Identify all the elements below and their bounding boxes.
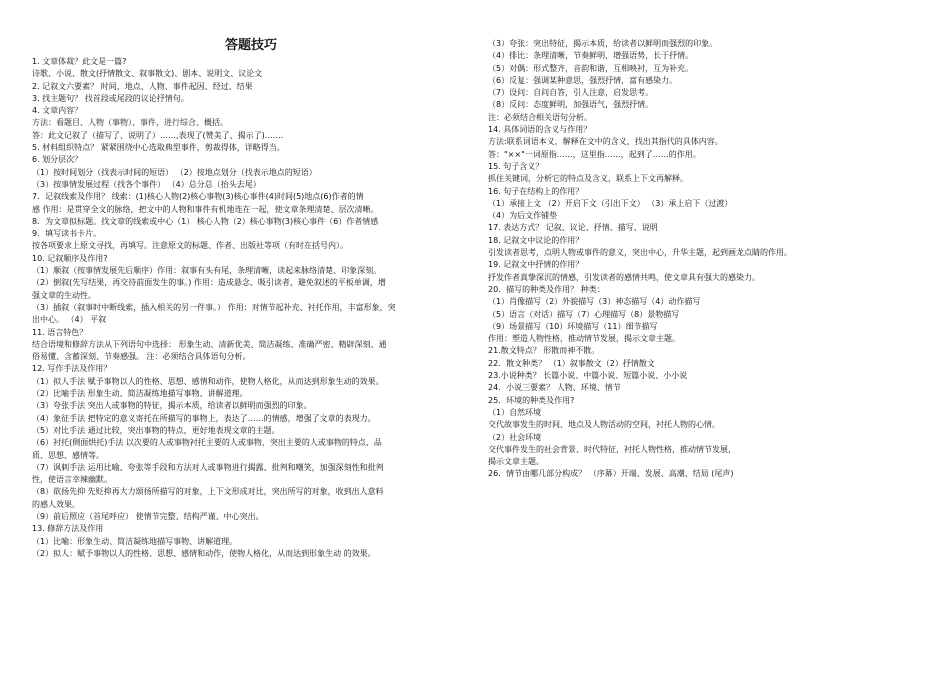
text-line: 24．小说三要素？ 人物、环境、情节 xyxy=(488,383,621,393)
text-line: （1）比喻：形象生动、简洁凝练地描写事物、讲解道理。 xyxy=(32,536,238,546)
text-line: 16. 句子在结构上的作用？ xyxy=(488,186,584,196)
text-line: （1）承接上文 （2）开启下文（引出下文） （3）承上启下（过渡） xyxy=(488,198,733,208)
text-line: （9）前后照应（首尾呼应） 使情节完整、结构严谨、中心突出。 xyxy=(32,511,264,521)
text-line: （1）肖像描写（2）外貌描写（3）神态描写（4）动作描写 xyxy=(488,297,701,307)
text-line: 13. 修辞方法及作用 xyxy=(32,524,104,534)
text-line: 22．散文种类？ （1）叙事散文（2）抒情散文 xyxy=(488,358,655,368)
text-line: （3）夸张手法 突出人或事物的特征，揭示本质，给读者以鲜明而强烈的印象。 xyxy=(32,401,312,411)
text-line: （7）讽刺手法 运用比喻、夸张等手段和方法对人或事物进行揭露、批判和嘲笑，加强深刻性和批判 xyxy=(32,462,384,472)
text-line: 2. 记叙文六要素？ 时间、地点、人物、事件起因、经过、结果 xyxy=(32,81,253,91)
text-line: 的感人效果。 xyxy=(32,499,80,509)
left-column xyxy=(32,38,470,560)
text-line: 质、思想、感情等。 xyxy=(32,450,104,460)
text-line: 5. 材料组织特点？ 紧紧围绕中心选取典型事件，剪裁得体，详略得当。 xyxy=(32,143,285,153)
text-line: 出中心。 （4） 平叙 xyxy=(32,315,107,325)
text-line: （7）设问：自问自答，引人注意，启发思考。 xyxy=(488,88,654,98)
text-line: （2）社会环境 xyxy=(488,432,542,442)
text-line: （4）象征手法 把特定的意义寄托在所描写的事物上，表达了……的情感，增强了文章的表现力。 xyxy=(32,413,376,423)
page-title: 答题技巧 xyxy=(224,38,277,53)
text-line: 感 作用：是贯穿全文的脉络，把文中的人物和事件有机地连在一起，使文章条理清楚、层次清晰。 xyxy=(32,204,379,214)
text-line: 方法:联系词语本义，解释在文中的含义，找出其指代的具体内容。 xyxy=(488,137,723,147)
text-line: 诗歌、小说、散文(抒情散文、叙事散文)、剧本、说明文、议论文 xyxy=(32,69,263,79)
text-line: 9．填写读书卡片。 xyxy=(32,229,102,239)
text-line: 6. 划分层次？ xyxy=(32,155,83,165)
text-line: 揭示文章主题。 xyxy=(488,457,544,467)
text-line: （3）夸张：突出特征，揭示本质，给读者以鲜明而强烈的印象。 xyxy=(488,39,718,48)
text-line: 10. 记叙顺序及作用? xyxy=(32,253,108,263)
text-line: （1）按时间划分（找表示时间的短语） （2）按地点划分（找表示地点的短语） xyxy=(32,167,317,177)
text-line: 引发读者思考，点明人物或事件的意义，突出中心，升华主题，起到画龙点睛的作用。 xyxy=(488,248,792,258)
text-line: 性，使语言幸辣幽默。 xyxy=(32,475,112,485)
text-line: 18. 记叙文中议论的作用？ xyxy=(488,235,584,245)
text-line: 作用：塑造人物性格，推动情节发展，揭示文章主题。 xyxy=(488,334,680,344)
text-line: （3）插叙（叙事时中断线索，插入相关的另一件事。） 作用：对情节起补充、衬托作用，丰富形象，突 xyxy=(32,302,396,312)
text-line: 交代事件发生的社会背景、时代特征，衬托人物性格，推动情节发展， xyxy=(488,444,736,454)
text-line: 强文章的生动性。 xyxy=(32,290,96,300)
text-line: （4）排比：条理清晰，节奏鲜明，增强语势，长于抒情。 xyxy=(488,51,694,61)
text-line: 答："××"一词原指……，这里指……，起到了……的作用。 xyxy=(488,149,701,159)
text-line: 注：必须结合相关语句分析。 xyxy=(488,112,592,122)
left-lines xyxy=(32,56,470,560)
text-line: 4. 文章内容？ xyxy=(32,106,83,116)
text-line: （3）按事情发展过程（找各个事件） （4）总分总（抬头去尾） xyxy=(32,179,261,189)
text-line: 方法：看题目、人物（事物）、事件，进行综合、概括。 xyxy=(32,118,228,128)
text-line: 11. 语言特色？ xyxy=(32,327,88,337)
text-line: 25．环境的种类及作用? xyxy=(488,395,575,405)
text-line: 15. 句子含义？ xyxy=(488,161,544,171)
text-line: 21.散文特点？ 形散而神不散。 xyxy=(488,346,600,356)
text-line: 按各项要求上原文寻找，再填写。注意原文的标题、作者、出版社等项（有时在括号内）。 xyxy=(32,241,348,251)
text-line: （5）对偶：形式整齐，音韵和谐，互相映衬，互为补充。 xyxy=(488,63,694,73)
text-line: （1）自然环境 xyxy=(488,407,542,417)
text-line: 12. 写作手法及作用？ xyxy=(32,364,112,374)
text-line: 26．情节由哪几部分构成？ （序幕）开端、发展、高潮、结局 (尾声) xyxy=(488,469,734,479)
text-line: 交代故事发生的时间、地点及人物活动的空间，衬托人物的心情。 xyxy=(488,420,720,430)
text-line: （4）为后文作铺垫 xyxy=(488,211,558,221)
right-column xyxy=(488,38,928,481)
text-line: 抒发作者真挚深沉的情感，引发读者的感情共鸣，使文章具有强大的感染力。 xyxy=(488,272,760,282)
text-line: （8）反问：态度鲜明，加强语气，强烈抒情。 xyxy=(488,100,654,110)
text-line: （9）场景描写（10）环境描写（11）细节描写 xyxy=(488,321,658,331)
text-line: 8．为文章拟标题。找文章的线索或中心（1） 核心人物（2）核心事物(3)核心事件（6）作者情感 xyxy=(32,216,379,226)
text-line: （1）顺叙（按事情发展先后顺序）作用：叙事有头有尾，条理清晰，读起来脉络清楚、印象深刻。 xyxy=(32,266,382,276)
text-line: 1. 文章体裁？此文是一篇? xyxy=(32,57,127,66)
text-line: 结合语境和修辞方法从下列语句中选择： 形象生动、清新优美、简洁凝练、准确严密、精辟深刻、通 xyxy=(32,339,387,349)
text-line: （2）拟人：赋予事物以人的性格、思想、感情和动作，使物人格化，从而达到形象生动 的效果。 xyxy=(32,548,376,558)
text-line: （1）拟人手法 赋予事物以人的性格、思想、感情和动作，使物人格化，从而达到形象生动的效果。 xyxy=(32,376,384,386)
text-line: 答：此文记叙了（描写了、说明了）……,表现了(赞美了、揭示了)……. xyxy=(32,130,284,140)
text-line: 俗易懂、含蓄深刻、节奏感强。 注：必须结合具体语句分析。 xyxy=(32,352,251,362)
text-line: （8）欲扬先抑 先贬抑再大力颂扬所描写的对象，上下文形成对比，突出所写的对象，收到出人意料 xyxy=(32,487,384,497)
text-line: 抓住关键词，分析它的特点及含义，联系上下文再解释。 xyxy=(488,174,688,184)
text-line: （6）反复：强调某种意思，强烈抒情，富有感染力。 xyxy=(488,75,678,85)
text-line: 23.小说种类？ 长篇小说、中篇小说、短篇小说、小小说 xyxy=(488,371,688,381)
text-line: 7．记叙线索及作用？ 线索：(1)核心人物(2)核心事物(3)核心事件(4)时间(5)地点(6)作者的情 xyxy=(32,192,364,202)
text-line: （5）语言（对话）描写（7）心理描写（8）景物描写 xyxy=(488,309,680,319)
text-line: 19. 记叙文中抒情的作用？ xyxy=(488,260,584,270)
text-line: （5）对比手法 通过比较，突出事物的特点，更好地表现文章的主题。 xyxy=(32,425,280,435)
text-line: 3. 找主题句？ 找首段或尾段的议论抒情句。 xyxy=(32,93,189,103)
text-line: （2）比喻手法 形象生动、简洁凝练地描写事物、讲解道理。 xyxy=(32,389,248,399)
text-line: （2）倒叙(先写结果，再交待前面发生的事。) 作用：造成悬念、吸引读者，避免叙述的平板单调，增 xyxy=(32,278,386,288)
text-line: （6）衬托(侧面烘托)手法 以次要的人或事物衬托主要的人或事物，突出主要的人或事物的特点、品 xyxy=(32,438,382,448)
right-lines xyxy=(488,38,928,481)
text-line: 17. 表达方式？ 记叙、议论、抒情、描写、说明 xyxy=(488,223,658,233)
text-line: 20．描写的种类及作用？ 种类： xyxy=(488,284,605,294)
text-line: 14. 具体词语的含义与作用？ xyxy=(488,125,592,135)
